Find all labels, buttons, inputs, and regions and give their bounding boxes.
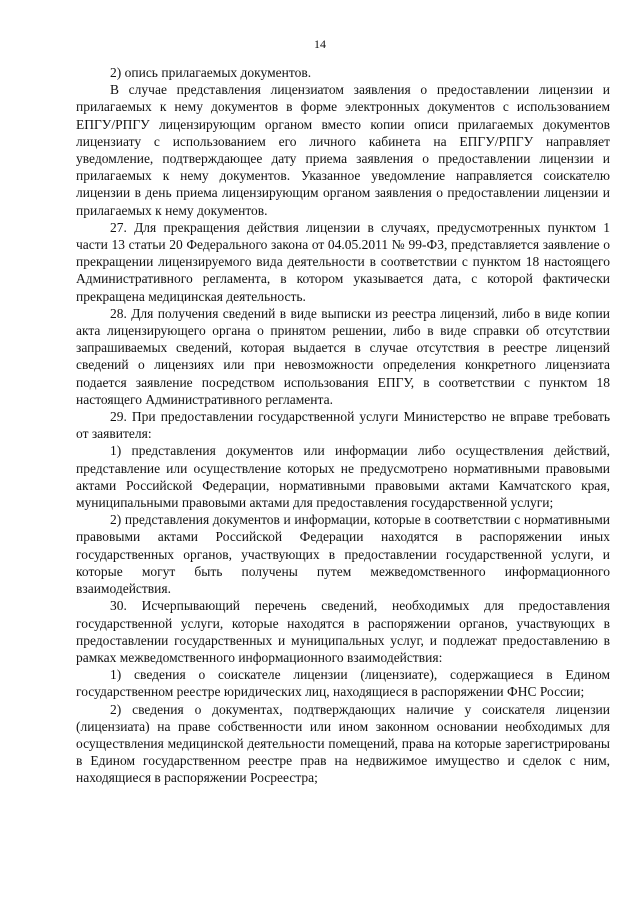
paragraph-electronic-submission: В случае представления лицензиатом заявления о предоставлении лицензии и прилагаемых к нему документов в форме электронных документов с использованием ЕПГУ/РПГУ лицензирующим органом вместо копии описи прилагаемых документов лицензиату с использованием его личного кабинета на ЕПГУ/РПГУ направляет уведомление, подтверждающее дату приема заявления о предоставлении лицензии и прилагаемых к нему документов. Указанное уведомление направляется соискателю лицензии в день приема лицензирующим органом заявления о предоставлении лицензии и прилагаемых к нему документов.: [76, 82, 610, 218]
paragraph-28-registry-extract: 28. Для получения сведений в виде выписки из реестра лицензий, либо в виде копии акта лицензирующего органа о принятом решении, либо в виде справки об отсутствии запрашиваемых сведений, которая выдается в случае отсутствия в реестре лицензий сведений о лицензиях или при невозможности определения конкретного лицензиата подается заявление посредством использования ЕПГУ, в соответствии с пунктом 18 настоящего Административного регламента.: [76, 305, 610, 407]
paragraph-29-prohibitions: 29. При предоставлении государственной услуги Министерство не вправе требовать от заявителя:: [76, 409, 610, 442]
paragraph-30-interagency-list: 30. Исчерпывающий перечень сведений, необходимых для предоставления государственной услуги, которые находятся в распоряжении органов, участвующих в предоставлении государственных и муниципальных услуг, и подлежат предоставлению в рамках межведомственного информационного взаимодействия:: [76, 598, 610, 665]
paragraph-30-item-1: 1) сведения о соискателе лицензии (лицензиате), содержащиеся в Едином государственном реестре юридических лиц, находящиеся в распоряжении ФНС России;: [76, 667, 610, 700]
page-number: 14: [314, 37, 326, 51]
paragraph-item-2-opis: 2) опись прилагаемых документов.: [110, 65, 312, 80]
paragraph-29-item-1: 1) представления документов или информации либо осуществления действий, представление или осуществление которых не предусмотрено нормативными правовыми актами Российской Федерации, нормативными правовыми актами Камчатского края, муниципальными правовыми актами для предоставления государственной услуги;: [76, 443, 610, 511]
paragraph-27-termination: 27. Для прекращения действия лицензии в случаях, предусмотренных пунктом 1 части 13 статьи 20 Федерального закона от 04.05.2011 № 99-ФЗ, представляется заявление о прекращении лицензируемого вида деятельности в соответствии с пунктом 18 настоящего Административного регламента, в котором указывается дата, с которой фактически прекращена медицинская деятельность.: [76, 219, 610, 304]
paragraph-30-item-2: 2) сведения о документах, подтверждающих наличие у соискателя лицензии (лицензиата) на праве собственности или ином законном основании необходимых для осуществления медицинской деятельности помещений, права на которые зарегистрированы в Едином государственном реестре прав на недвижимое имущество и сделок с ним, находящиеся в распоряжении Росреестра;: [76, 701, 610, 786]
document-body: [76, 64, 610, 787]
paragraph-29-item-2: 2) представления документов и информации, которые в соответствии с нормативными правовыми актами Российской Федерации находятся в распоряжении иных государственных органов, участвующих в предоставлении государственной услуги, и которые могут быть получены путем межведомственного информационного взаимодействия.: [76, 512, 610, 597]
